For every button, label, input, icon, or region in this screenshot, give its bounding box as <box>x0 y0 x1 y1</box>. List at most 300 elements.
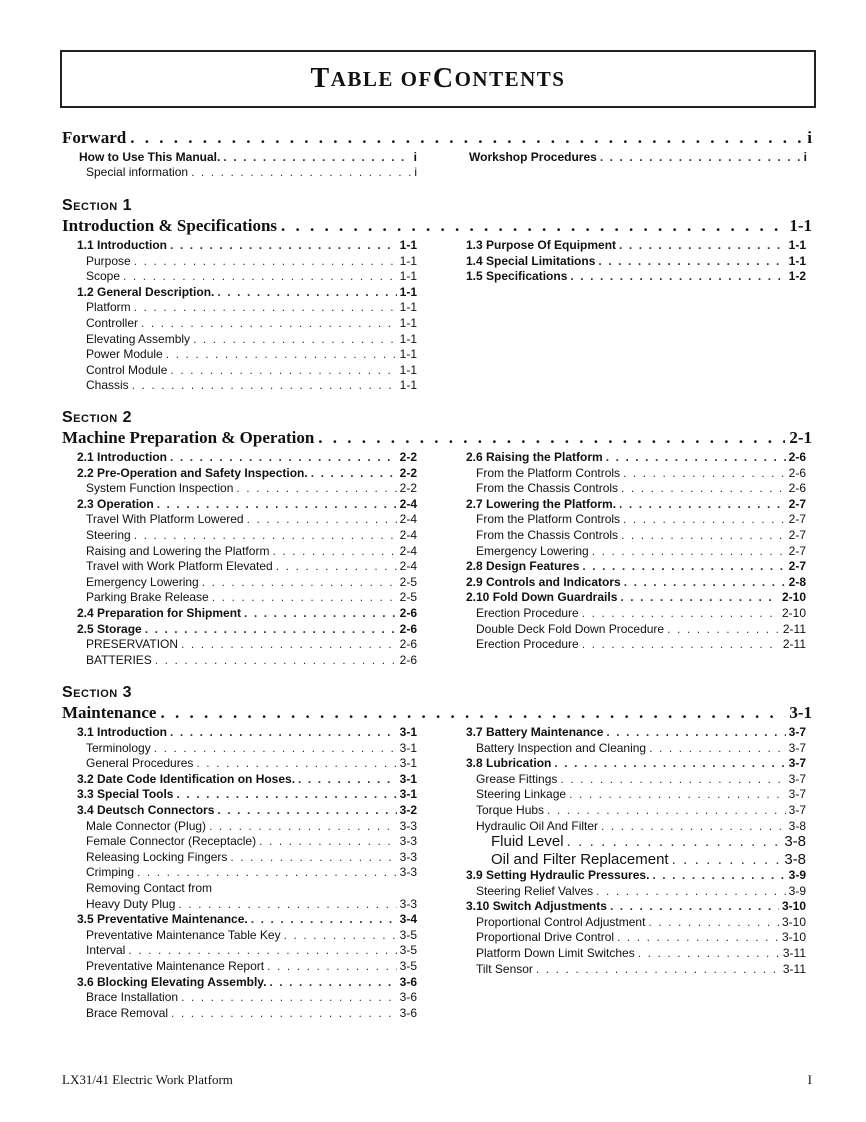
page-footer <box>62 1072 812 1088</box>
dot-leader <box>251 912 397 927</box>
toc-entry[interactable] <box>86 512 417 527</box>
toc-entry-label: Removing Contact from <box>86 881 213 895</box>
toc-entry-label: Heavy Duty Plug <box>86 896 176 911</box>
toc-entry-page: 3-10 <box>781 930 806 945</box>
toc-entry-label: PRESERVATION <box>86 637 179 652</box>
toc-entry-page: 2-8 <box>788 574 806 589</box>
dot-leader <box>141 316 397 331</box>
toc-entry-label: Releasing Locking Fingers <box>86 849 228 864</box>
toc-entry-page: 3-4 <box>399 912 417 927</box>
toc-entry[interactable] <box>466 590 806 605</box>
toc-entry[interactable] <box>86 741 417 756</box>
toc-entry[interactable] <box>476 544 806 559</box>
dot-leader <box>145 622 397 637</box>
toc-entry-label: Power Module <box>86 347 163 362</box>
toc-entry[interactable] <box>476 606 806 621</box>
dot-leader <box>592 544 786 559</box>
section-heading: Section 3 <box>62 684 133 701</box>
toc-entry-page: 2-4 <box>399 496 417 511</box>
toc-entry-page: 2-10 <box>781 606 806 620</box>
toc-forward[interactable]: Forward . . . i <box>62 128 812 148</box>
toc-entry[interactable] <box>77 285 417 300</box>
toc-entry-page: 3-7 <box>788 803 806 817</box>
toc-entry[interactable] <box>86 653 417 668</box>
section-title-row[interactable] <box>62 216 812 236</box>
toc-entry-page: 3-7 <box>788 787 806 802</box>
toc-entry-label: Travel With Platform Lowered <box>86 512 244 527</box>
toc-entry-label: Battery Inspection and Cleaning <box>476 740 647 755</box>
toc-entry-label: Crimping <box>86 865 135 880</box>
toc-entry[interactable] <box>476 466 806 481</box>
dot-leader <box>298 772 397 787</box>
toc-entry-page: 3-10 <box>781 914 806 929</box>
toc-entry[interactable] <box>77 975 417 990</box>
dot-leader <box>667 622 780 637</box>
toc-entry-page: 1-1 <box>399 347 417 362</box>
toc-entry[interactable] <box>466 269 806 284</box>
toc-entry[interactable] <box>491 833 806 850</box>
dot-leader <box>606 725 785 740</box>
dot-leader <box>170 450 397 465</box>
toc-entry[interactable] <box>86 254 417 269</box>
dot-leader <box>598 254 785 269</box>
toc-entry-label: 3.4 Deutsch Connectors <box>77 803 215 817</box>
dot-leader <box>536 962 780 977</box>
toc-entry-label: Torque Hubs <box>476 803 545 817</box>
toc-entry[interactable] <box>476 481 806 496</box>
dot-leader <box>560 772 785 787</box>
toc-entry-page: 1-1 <box>788 253 806 268</box>
toc-entry-page: i <box>413 150 417 164</box>
toc-entry[interactable] <box>476 772 806 787</box>
dot-leader <box>582 559 785 574</box>
dot-leader <box>284 928 397 943</box>
dot-leader <box>648 915 779 930</box>
dot-leader <box>223 150 410 165</box>
dot-leader <box>267 959 397 974</box>
section-title: Maintenance <box>62 703 157 722</box>
dot-leader <box>217 285 396 300</box>
footer-title: LX31/41 Electric Work Platform <box>62 1072 233 1087</box>
toc-entry-page: 3-1 <box>399 740 417 755</box>
toc-entry[interactable] <box>466 756 806 771</box>
toc-entry-page: 1-1 <box>788 238 806 252</box>
dot-leader <box>132 378 397 393</box>
toc-entry-page: 3-5 <box>399 927 417 942</box>
toc-entry[interactable] <box>476 819 806 834</box>
toc-entry[interactable] <box>77 466 417 481</box>
toc-entry-label: From the Chassis Controls <box>476 528 619 542</box>
toc-entry-label: Raising and Lowering the Platform <box>86 543 270 558</box>
toc-entry[interactable] <box>77 606 417 621</box>
footer-page-number: I <box>807 1072 812 1087</box>
toc-entry-page: 2-6 <box>399 606 417 620</box>
toc-entry-page: 3-8 <box>788 818 806 833</box>
toc-entry-page: 2-4 <box>399 512 417 527</box>
toc-entry[interactable] <box>86 575 417 590</box>
toc-entry-page: i <box>414 165 417 179</box>
toc-entry-label: 2.7 Lowering the Platform. <box>466 496 617 511</box>
toc-entry-page: 3-3 <box>399 896 417 911</box>
dot-leader <box>247 512 397 527</box>
toc-entry[interactable] <box>466 497 806 512</box>
toc-entry-label: 2.3 Operation <box>77 496 154 511</box>
section-page: 3-1 <box>789 703 812 722</box>
toc-entry[interactable] <box>86 378 417 393</box>
toc-entry-label: Steering Linkage <box>476 787 567 802</box>
toc-entry-page: 3-9 <box>788 867 806 882</box>
toc-entry-page: 3-1 <box>399 787 417 802</box>
toc-entry-label: System Function Inspection <box>86 481 234 496</box>
toc-entry[interactable] <box>476 741 806 756</box>
dot-leader <box>170 363 396 378</box>
toc-entry-label: Proportional Control Adjustment <box>476 914 646 929</box>
toc-entry-label: 1.1 Introduction <box>77 238 167 252</box>
toc-entry[interactable] <box>86 559 417 574</box>
toc-entry[interactable] <box>77 497 417 512</box>
section-title: Machine Preparation & Operation <box>62 428 315 447</box>
dot-leader <box>621 528 786 543</box>
dot-leader <box>230 850 396 865</box>
toc-entry-label: Preventative Maintenance Report <box>86 959 265 973</box>
toc-entry-label: 1.2 General Description. <box>77 284 215 299</box>
toc-entry-page: 2-7 <box>788 512 806 527</box>
toc-entry-page: 2-7 <box>788 528 806 542</box>
toc-entry[interactable] <box>466 868 806 883</box>
toc-entry-page: 3-7 <box>788 740 806 755</box>
dot-leader <box>638 946 780 961</box>
toc-entry-page: 3-8 <box>784 851 806 869</box>
toc-entry-label: Male Connector (Plug) <box>86 818 207 833</box>
toc-entry-page: 2-6 <box>399 637 417 652</box>
toc-entry[interactable] <box>86 165 417 180</box>
dot-leader <box>269 975 396 990</box>
dot-leader <box>672 851 782 868</box>
toc-entry-label: Erection Procedure <box>476 637 579 652</box>
toc-entry-label: 2.10 Fold Down Guardrails <box>466 590 618 605</box>
toc-entry-label: Elevating Assembly <box>86 331 191 346</box>
toc-entry-label: 2.1 Introduction <box>77 450 167 464</box>
dot-leader <box>134 300 397 315</box>
toc-entry-page: 2-7 <box>788 543 806 558</box>
dot-leader <box>128 943 396 958</box>
toc-entry-label: Steering Relief Valves <box>476 883 594 898</box>
toc-entry-page: 3-6 <box>399 990 417 1005</box>
toc-entry-label: Emergency Lowering <box>476 543 589 558</box>
dot-leader <box>196 756 396 771</box>
toc-entry-page: 3-7 <box>788 771 806 786</box>
toc-entry[interactable] <box>77 787 417 802</box>
toc-entry[interactable] <box>86 897 417 912</box>
dot-leader <box>134 254 397 269</box>
toc-entry[interactable] <box>476 637 806 652</box>
toc-entry-label: 3.1 Introduction <box>77 725 167 739</box>
section-title-row[interactable] <box>62 703 812 723</box>
toc-entry[interactable] <box>86 990 417 1005</box>
dot-leader <box>569 787 786 802</box>
toc-entry[interactable] <box>86 269 417 284</box>
toc-entry[interactable] <box>476 946 806 961</box>
toc-entry[interactable] <box>86 943 417 958</box>
toc-entry[interactable] <box>466 575 806 590</box>
toc-entry[interactable] <box>491 851 806 868</box>
toc-entry-page: 2-6 <box>399 652 417 667</box>
toc-entry-page: 1-1 <box>399 362 417 377</box>
toc-entry[interactable] <box>466 725 806 740</box>
toc-entry[interactable] <box>86 865 417 880</box>
toc-entry[interactable] <box>86 590 417 605</box>
toc-entry-page: 2-10 <box>781 590 806 605</box>
toc-entry-page: 1-2 <box>788 269 806 284</box>
toc-entry[interactable] <box>476 622 806 637</box>
dot-leader <box>178 897 396 912</box>
toc-entry-page: 3-11 <box>782 961 806 976</box>
dot-leader <box>311 466 397 481</box>
toc-entry-label: 3.6 Blocking Elevating Assembly. <box>77 974 267 989</box>
toc-entry[interactable] <box>86 544 417 559</box>
toc-entry[interactable] <box>466 238 806 253</box>
toc-entry-label: 2.2 Pre-Operation and Safety Inspection. <box>77 465 308 480</box>
dot-leader <box>259 834 397 849</box>
toc-entry-page: 3-1 <box>399 771 417 786</box>
toc-entry[interactable] <box>86 959 417 974</box>
toc-entry-page: 1-1 <box>399 316 417 330</box>
toc-entry-label: 2.9 Controls and Indicators <box>466 574 621 589</box>
toc-entry-label: Female Connector (Receptacle) <box>86 834 257 849</box>
toc-entry-page: 2-11 <box>782 637 806 652</box>
toc-entry-label: Tilt Sensor <box>476 961 533 976</box>
section-title-row[interactable] <box>62 428 812 448</box>
toc-entry[interactable] <box>77 622 417 637</box>
dot-leader <box>134 528 397 543</box>
dot-leader <box>281 216 785 236</box>
dot-leader <box>606 450 786 465</box>
toc-entry[interactable] <box>466 450 806 465</box>
dot-leader <box>623 512 786 527</box>
toc-entry-label: Interval <box>86 943 126 958</box>
toc-entry-label: Platform Down Limit Switches <box>476 945 635 960</box>
toc-entry[interactable] <box>476 962 806 977</box>
dot-leader <box>137 865 397 880</box>
toc-entry[interactable] <box>77 238 417 253</box>
toc-entry-label: Fluid Level <box>491 833 564 851</box>
toc-entry[interactable] <box>86 332 417 347</box>
toc-entry-page: 3-7 <box>788 725 806 739</box>
toc-entry[interactable] <box>86 881 417 896</box>
toc-entry-page: 2-6 <box>788 481 806 496</box>
toc-entry-label: Double Deck Fold Down Procedure <box>476 621 665 636</box>
toc-entry-label: Platform <box>86 300 131 315</box>
dot-leader <box>209 819 397 834</box>
toc-entry[interactable] <box>86 316 417 331</box>
dot-leader <box>171 1006 397 1021</box>
toc-entry-label: Brace Removal <box>86 1005 169 1020</box>
toc-entry-label: Grease Fittings <box>476 771 558 786</box>
toc-entry-page: 3-6 <box>399 974 417 989</box>
toc-entry[interactable] <box>86 300 417 315</box>
dot-leader <box>601 819 786 834</box>
toc-entry-page: 3-3 <box>399 865 417 880</box>
toc-entry[interactable] <box>77 803 417 818</box>
toc-entry-label: Special information <box>86 165 189 179</box>
toc-entry-label: 3.8 Lubrication <box>466 756 552 771</box>
toc-entry-page: 1-1 <box>399 238 417 252</box>
toc-entry-page: 2-4 <box>399 559 417 574</box>
toc-entry-page: 3-11 <box>782 945 806 960</box>
toc-entry[interactable] <box>469 150 807 165</box>
dot-leader <box>600 150 801 165</box>
toc-entry-label: 1.5 Specifications <box>466 269 568 284</box>
dot-leader <box>623 466 786 481</box>
dot-leader <box>212 590 397 605</box>
toc-entry[interactable] <box>86 928 417 943</box>
toc-entry[interactable] <box>77 912 417 927</box>
dot-leader <box>554 756 785 771</box>
dot-leader <box>202 575 397 590</box>
toc-entry-page: i <box>803 150 807 164</box>
toc-entry-page: 3-1 <box>399 725 417 739</box>
toc-entry-page: 1-1 <box>399 378 417 393</box>
page-title: T ABLE OF C ONTENTS <box>60 50 816 108</box>
toc-entry-page: 1-1 <box>399 300 417 315</box>
dot-leader <box>166 347 397 362</box>
toc-entry-page: 2-6 <box>788 465 806 480</box>
dot-leader <box>610 899 779 914</box>
toc-entry[interactable] <box>476 930 806 945</box>
dot-leader <box>567 833 782 850</box>
toc-entry-label: Control Module <box>86 362 168 377</box>
dot-leader <box>649 741 786 756</box>
toc-entry-page: 3-5 <box>399 943 417 958</box>
toc-entry-label: 3.10 Switch Adjustments <box>466 899 607 914</box>
dot-leader <box>276 559 397 574</box>
toc-entry-page: 2-2 <box>399 481 417 496</box>
toc-entry[interactable] <box>476 787 806 802</box>
dot-leader <box>176 787 396 802</box>
toc-entry-page: 1-1 <box>399 284 417 299</box>
dot-leader <box>157 497 397 512</box>
toc-entry-label: Scope <box>86 269 121 284</box>
dot-leader <box>244 606 397 621</box>
toc-entry-label: Erection Procedure <box>476 606 579 620</box>
toc-entry[interactable] <box>86 347 417 362</box>
toc-entry[interactable] <box>86 637 417 652</box>
toc-entry-label: Controller <box>86 316 139 330</box>
toc-entry-label: Travel with Work Platform Elevated <box>86 559 273 574</box>
toc-entry-page: 1-1 <box>399 253 417 268</box>
toc-entry-label: 3.3 Special Tools <box>77 787 174 802</box>
dot-leader <box>619 497 786 512</box>
toc-entry[interactable] <box>77 725 417 740</box>
toc-entry-page: 2-6 <box>788 450 806 464</box>
dot-leader <box>193 332 397 347</box>
toc-entry-label: How to Use This Manual. <box>79 150 221 164</box>
toc-entry[interactable] <box>77 450 417 465</box>
toc-entry-label: From the Platform Controls <box>476 465 621 480</box>
toc-entry-page: 1-1 <box>399 331 417 346</box>
toc-entry-page: 2-5 <box>399 590 417 605</box>
toc-entry-page: 3-2 <box>399 803 417 817</box>
toc-entry[interactable] <box>86 528 417 543</box>
toc-entry-page: 2-6 <box>399 621 417 636</box>
toc-entry-page: 2-7 <box>788 559 806 574</box>
toc-entry[interactable] <box>476 528 806 543</box>
toc-entry-page: 3-5 <box>399 959 417 973</box>
toc-entry-page: 3-10 <box>781 899 806 914</box>
toc-entry-label: Hydraulic Oil And Filter <box>476 818 599 833</box>
dot-leader <box>596 884 785 899</box>
toc-entry-label: General Procedures <box>86 756 194 771</box>
toc-entry[interactable] <box>86 834 417 849</box>
toc-entry[interactable] <box>476 803 806 818</box>
toc-entry-page: 2-7 <box>788 496 806 511</box>
dot-leader <box>181 637 397 652</box>
toc-entry-page: 2-2 <box>399 465 417 480</box>
toc-entry-page: 1-1 <box>399 269 417 284</box>
section-page: 2-1 <box>789 428 812 447</box>
toc-entry[interactable] <box>466 559 806 574</box>
toc-entry-page: 2-4 <box>399 543 417 558</box>
toc-entry-label: Preventative Maintenance Table Key <box>86 927 281 942</box>
toc-entry[interactable] <box>86 363 417 378</box>
toc-entry-label: 3.2 Date Code Identification on Hoses. <box>77 771 296 786</box>
dot-leader <box>123 269 397 284</box>
dot-leader <box>160 703 785 723</box>
dot-leader <box>617 930 779 945</box>
toc-entry[interactable] <box>476 512 806 527</box>
section-page: 1-1 <box>789 216 812 235</box>
dot-leader <box>318 428 785 448</box>
toc-entry[interactable] <box>466 254 806 269</box>
toc-entry[interactable] <box>476 884 806 899</box>
toc-entry[interactable] <box>86 850 417 865</box>
dot-leader <box>582 637 780 652</box>
toc-entry-page: 3-8 <box>784 833 806 851</box>
dot-leader <box>624 575 786 590</box>
toc-entry[interactable] <box>86 481 417 496</box>
toc-entry-label: Brace Installation <box>86 990 179 1005</box>
toc-entry-page: 3-1 <box>399 756 417 771</box>
dot-leader <box>155 653 397 668</box>
dot-leader <box>181 990 397 1005</box>
toc-entry-label: Terminology <box>86 740 151 755</box>
toc-entry-label: 2.5 Storage <box>77 621 142 636</box>
toc-entry-label: BATTERIES <box>86 652 152 667</box>
toc-entry-page: 2-4 <box>399 528 417 542</box>
toc-entry-label: From the Platform Controls <box>476 512 621 527</box>
dot-leader <box>621 481 786 496</box>
toc-entry[interactable] <box>86 819 417 834</box>
dot-leader <box>570 269 785 284</box>
toc-entry-label: Chassis <box>86 378 129 393</box>
toc-entry-label: Emergency Lowering <box>86 574 199 589</box>
toc-entry-label: 3.7 Battery Maintenance <box>466 725 604 739</box>
toc-entry[interactable] <box>86 1006 417 1021</box>
dot-leader <box>170 725 397 740</box>
dot-leader <box>547 803 786 818</box>
dot-leader <box>191 165 411 180</box>
toc-entry[interactable] <box>466 899 806 914</box>
toc-entry-label: From the Chassis Controls <box>476 481 619 496</box>
toc-entry[interactable] <box>77 772 417 787</box>
toc-entry-page: 2-5 <box>399 574 417 589</box>
toc-entry-page: 2-2 <box>399 450 417 464</box>
toc-entry-page: 2-11 <box>782 621 806 636</box>
toc-entry[interactable] <box>86 756 417 771</box>
toc-entry[interactable] <box>476 915 806 930</box>
toc-entry[interactable] <box>79 150 417 165</box>
dot-leader <box>154 741 397 756</box>
